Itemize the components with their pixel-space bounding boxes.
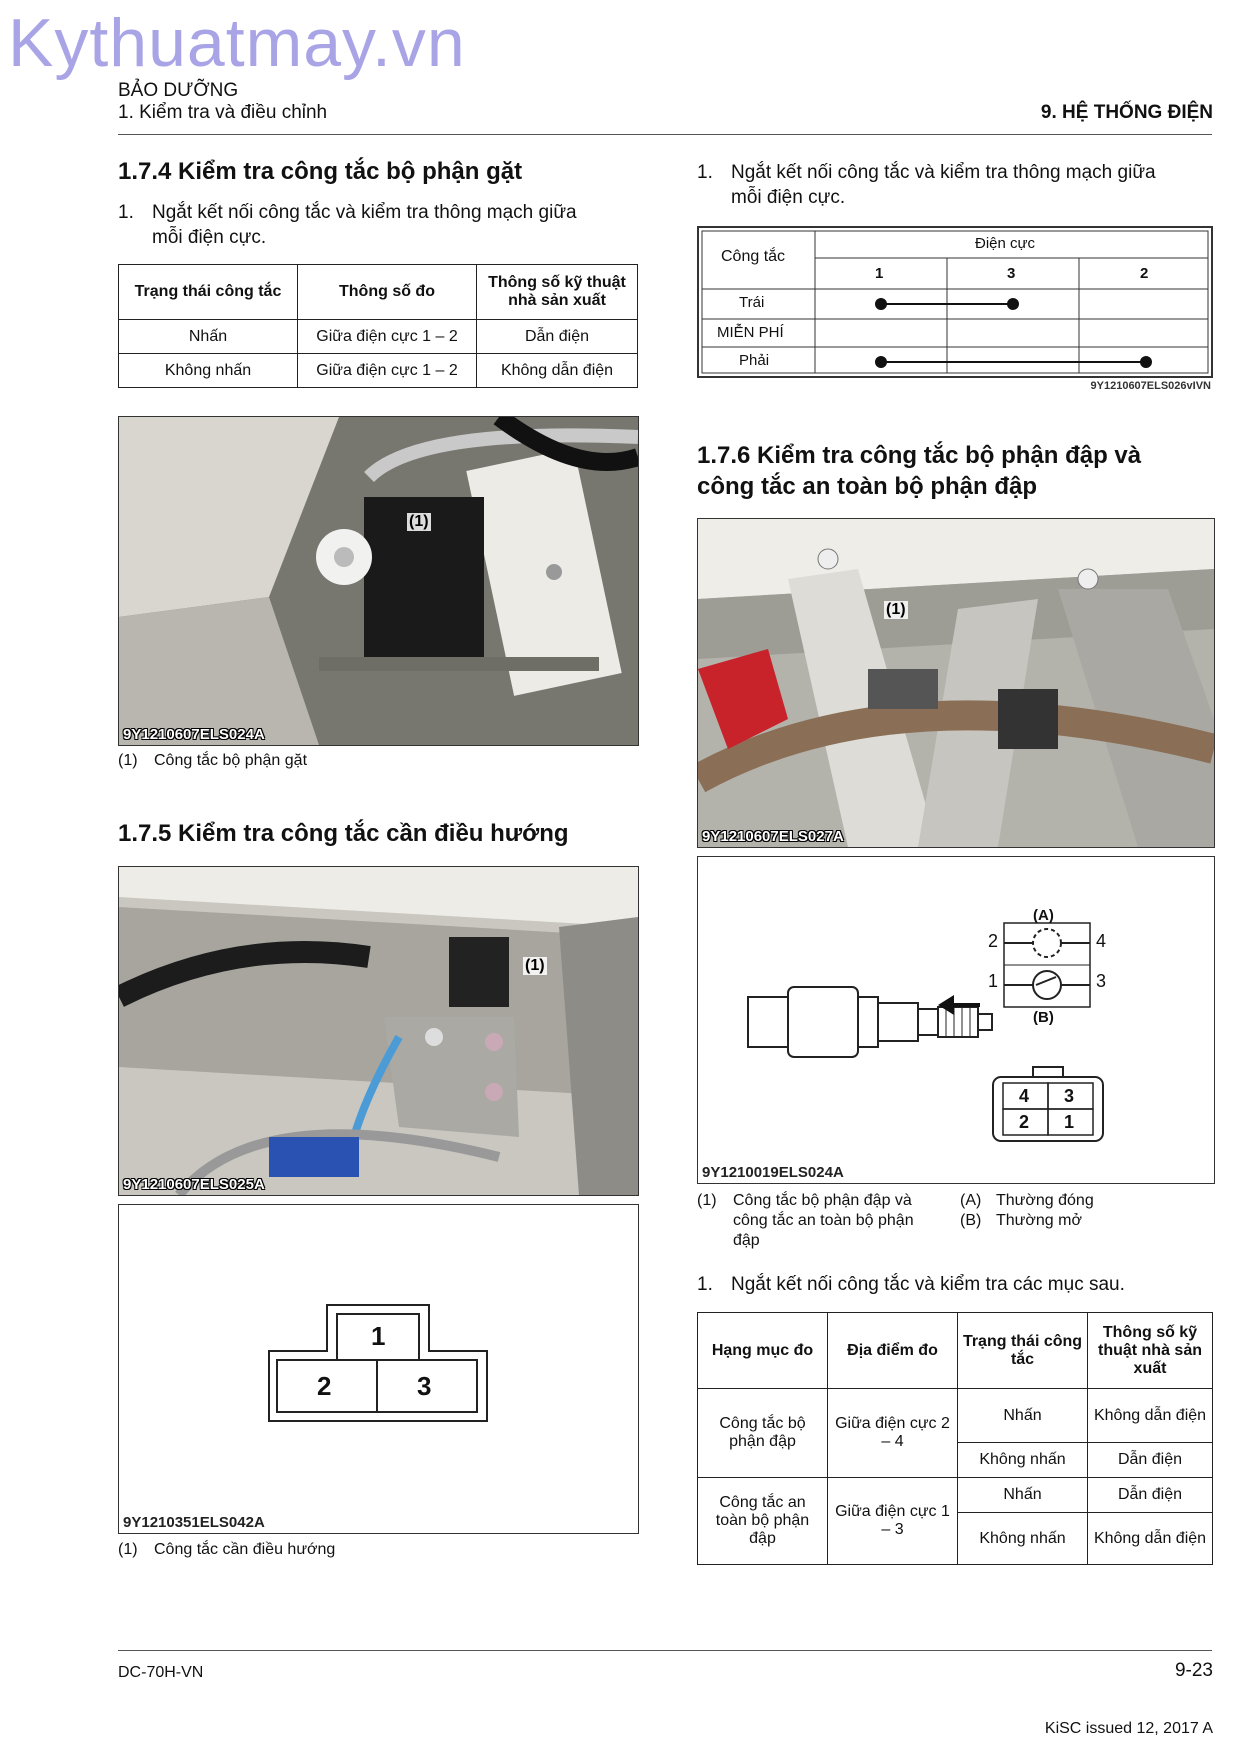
header-subsection: 1. Kiểm tra và điều chỉnh	[118, 102, 328, 123]
reaper-switch-photo	[118, 416, 639, 746]
table-cell: Nhấn	[958, 1389, 1088, 1443]
callout-1: (1)	[525, 957, 545, 974]
photo-code: 9Y1210607ELS025A	[123, 1176, 265, 1193]
row-right: Phải	[739, 352, 770, 369]
th-location: Địa điểm đo	[828, 1313, 958, 1389]
table-cell: Không dẫn điện	[477, 354, 638, 388]
steering-switch-photo-art	[119, 867, 638, 1195]
section-174-step: 1. Ngắt kết nối công tắc và kiểm tra thông mạch giữa mỗi điện cực.	[118, 202, 577, 248]
col-terminal: Điện cực	[975, 235, 1036, 252]
label-B: (B)	[1033, 1009, 1054, 1026]
terminal-1: 1	[988, 971, 999, 991]
pin-1: 1	[1064, 1112, 1075, 1132]
table-cell: Giữa điện cực 2 – 4	[828, 1389, 958, 1478]
terminal-label: 1	[875, 265, 884, 282]
table-cell: Không nhấn	[119, 354, 298, 388]
continuity-code: 9Y1210607ELS026vIVN	[1090, 380, 1211, 392]
table-cell: Không nhấn	[958, 1443, 1088, 1478]
terminal-label: 2	[1140, 265, 1149, 282]
section-176-title-2: công tắc an toàn bộ phận đập	[697, 473, 1038, 500]
header-chapter: 9. HỆ THỐNG ĐIỆN	[1040, 102, 1213, 123]
header-rule	[118, 134, 1212, 135]
section-175-title: 1.7.5 Kiểm tra công tắc cần điều hướng	[118, 820, 569, 847]
table-cell: Nhấn	[119, 320, 298, 354]
section-176-title-1: 1.7.6 Kiểm tra công tắc bộ phận đập và	[697, 442, 1142, 469]
photo-code: 9Y1210607ELS024A	[123, 726, 265, 743]
terminal-2: 2	[317, 1371, 332, 1401]
table-cell: Dẫn điện	[1088, 1443, 1213, 1478]
table-cell: Công tắc bộ phận đập	[698, 1389, 828, 1478]
terminal-3: 3	[417, 1371, 432, 1401]
switch-diagram-art	[698, 857, 1214, 1183]
section-174-title: 1.7.4 Kiểm tra công tắc bộ phận gặt	[118, 158, 523, 185]
table-cell: Công tắc an toàn bộ phận đập	[698, 1478, 828, 1565]
header-section: BẢO DƯỠNG	[118, 80, 239, 101]
th-spec: Thông số kỹ thuật nhà sản xuất	[1088, 1313, 1213, 1389]
diagram-code: 9Y1210019ELS024A	[702, 1164, 844, 1181]
th-state: Trạng thái công tắc	[958, 1313, 1088, 1389]
pin-2: 2	[1019, 1112, 1030, 1132]
footer-doc: DC-70H-VN	[118, 1664, 204, 1681]
thresher-caption-AB: (A) Thường đóng (B) Thường mở	[960, 1192, 1094, 1229]
th-spec: Thông số kỹ thuật nhà sản xuất	[477, 265, 638, 320]
footer-issued: KiSC issued 12, 2017 A	[1044, 1720, 1213, 1737]
table-cell: Giữa điện cực 1 – 2	[298, 320, 477, 354]
terminal-1: 1	[371, 1321, 386, 1351]
row-left: Trái	[739, 294, 765, 311]
continuity-chart	[697, 226, 1213, 396]
thresher-switch-diagram	[697, 856, 1215, 1184]
steering-connector-diagram	[118, 1204, 639, 1534]
thresher-step: 1. Ngắt kết nối công tắc và kiểm tra các mục sau.	[697, 1274, 1125, 1295]
callout-1: (1)	[886, 601, 906, 618]
reaper-caption: (1) Công tắc bộ phận gặt	[118, 752, 308, 769]
steering-switch-photo	[118, 866, 639, 1196]
th-state: Trạng thái công tắc	[119, 265, 298, 320]
footer-rule	[118, 1650, 1212, 1651]
thresher-switch-table	[697, 1312, 1213, 1565]
thresher-caption-1: (1) Công tắc bộ phận đập và công tắc an toàn bộ phận đập	[697, 1192, 914, 1249]
table-cell: Không nhấn	[958, 1513, 1088, 1565]
table-cell: Nhấn	[958, 1478, 1088, 1513]
callout-1: (1)	[409, 513, 429, 530]
terminal-4: 4	[1096, 931, 1107, 951]
connector-outline	[119, 1205, 638, 1533]
row-free: MIỄN PHÍ	[717, 324, 784, 341]
steering-caption: (1) Công tắc cần điều hướng	[118, 1541, 336, 1558]
table-cell: Không dẫn điện	[1088, 1513, 1213, 1565]
terminal-label: 3	[1007, 265, 1016, 282]
terminal-2: 2	[988, 931, 999, 951]
diagram-code: 9Y1210351ELS042A	[123, 1514, 265, 1531]
table-cell: Không dẫn điện	[1088, 1389, 1213, 1443]
pin-4: 4	[1019, 1086, 1030, 1106]
thresher-switch-photo-art	[698, 519, 1214, 847]
table-cell: Giữa điện cực 1 – 2	[298, 354, 477, 388]
table-cell: Dẫn điện	[1088, 1478, 1213, 1513]
right-step: 1. Ngắt kết nối công tắc và kiểm tra thông mạch giữa mỗi điện cực.	[697, 162, 1156, 208]
photo-code: 9Y1210607ELS027A	[702, 828, 844, 845]
table-cell: Dẫn điện	[477, 320, 638, 354]
pin-3: 3	[1064, 1086, 1075, 1106]
col-switch: Công tắc	[721, 248, 786, 265]
footer-page: 9-23	[1174, 1660, 1213, 1681]
reaper-switch-photo-art	[119, 417, 638, 745]
th-measure: Thông số đo	[298, 265, 477, 320]
watermark: Kythuatmay.vn	[8, 5, 466, 81]
reaper-switch-table	[118, 264, 638, 388]
terminal-3: 3	[1096, 971, 1107, 991]
thresher-switch-photo	[697, 518, 1215, 848]
label-A: (A)	[1033, 907, 1054, 924]
th-item: Hạng mục đo	[698, 1313, 828, 1389]
table-cell: Giữa điện cực 1 – 3	[828, 1478, 958, 1565]
